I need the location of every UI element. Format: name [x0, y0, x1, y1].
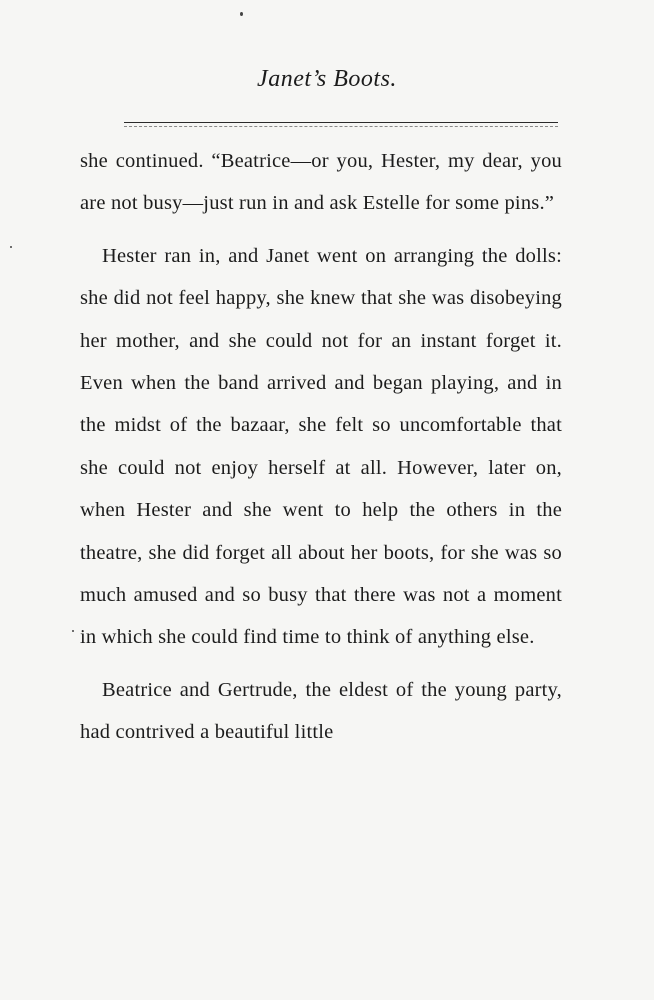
- paragraph: Beatrice and Gertrude, the eldest of the young party, had contrived a beautiful little: [80, 678, 562, 744]
- header-rule-shadow: [124, 126, 558, 127]
- header-rule: [124, 122, 558, 123]
- running-title: Janet’s Boots.: [257, 66, 397, 92]
- print-speck: [72, 630, 74, 632]
- paragraph: Hester ran in, and Janet went on arranging the dolls: she did not feel happy, she knew that she was disobeying her mother, and she could not for an instant forget it. Even when the band arrived and began playing, and in the midst of the bazaar, she felt so uncomfortable that she could not enjoy herself at all. However, later on, when Hester and she went to help the others in the theatre, she did forget all about her boots, for she was so much amused and so busy that there was not a moment in which she could find time to think of anything else.: [80, 244, 562, 649]
- print-speck: [10, 246, 12, 248]
- print-speck: [240, 12, 243, 16]
- body-text: [80, 140, 562, 764]
- paragraph-continued: she continued. “Beatrice—or you, Hester, my dear, you are not busy—just run in and ask Estelle for some pins.”: [80, 150, 562, 215]
